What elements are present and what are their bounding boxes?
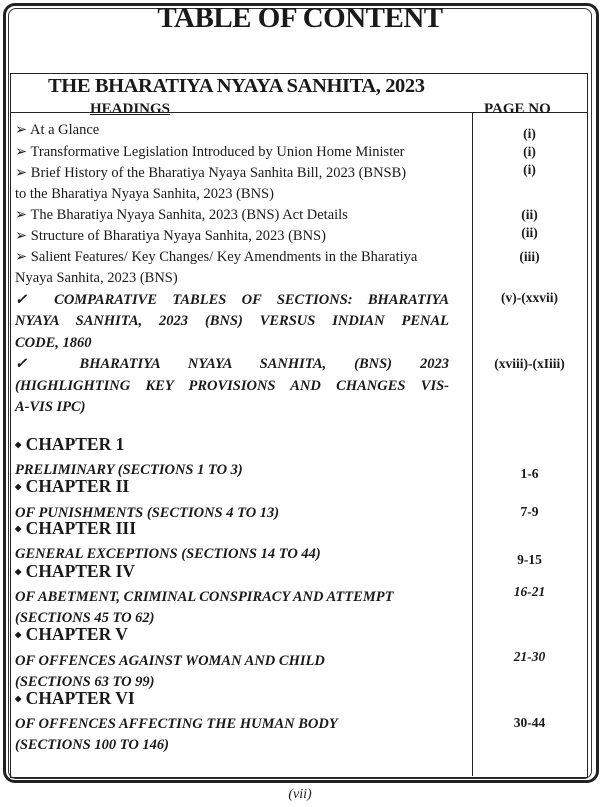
page-number: 1-6 [520, 466, 539, 481]
page-number: 7-9 [520, 504, 539, 519]
chapter-heading: ⬩ CHAPTER IV [15, 561, 136, 581]
toc-entry-line: (SECTIONS 63 TO 99) [15, 674, 155, 690]
toc-entry-line: (HIGHLIGHTING KEY PROVISIONS AND CHANGES VIS- [15, 378, 449, 394]
toc-entry-line: ✓ COMPARATIVE TABLES OF SECTIONS: BHARATIYA [15, 292, 449, 308]
page-number: 16-21 [513, 584, 546, 599]
chapter-heading: ⬩ CHAPTER III [15, 518, 137, 538]
page-footer-number: (vii) [288, 787, 312, 802]
toc-entry-line: CODE, 1860 [15, 335, 92, 351]
chapter-heading: ⬩ CHAPTER VI [15, 688, 135, 708]
chapter-heading: ⬩ CHAPTER V [15, 624, 128, 644]
toc-entry-line: ➢ Structure of Bharatiya Nyaya Sanhita, 2023 (BNS) [15, 228, 326, 244]
page-number: (xviii)-(xIiii) [494, 356, 565, 371]
page-number: (i) [523, 144, 536, 159]
toc-entry-line: GENERAL EXCEPTIONS (SECTIONS 14 TO 44) [15, 546, 321, 562]
page-number: 21-30 [513, 649, 546, 664]
page-no-column-header: PAGE NO [484, 101, 551, 117]
toc-entry-line: PRELIMINARY (SECTIONS 1 TO 3) [15, 462, 243, 478]
toc-entry-line: OF OFFENCES AFFECTING THE HUMAN BODY [15, 716, 338, 732]
toc-entry-line: A-VIS IPC) [15, 399, 86, 415]
page-number: (v)-(xxvii) [501, 290, 558, 305]
toc-entry-line: to the Bharatiya Nyaya Sanhita, 2023 (BNS) [15, 186, 274, 202]
toc-entry-line: ➢ At a Glance [15, 122, 100, 138]
page-number: (ii) [521, 207, 538, 222]
page-number: (iii) [519, 249, 540, 264]
toc-entry-line: ✓ BHARATIYA NYAYA SANHITA, (BNS) 2023 [15, 356, 449, 372]
toc-entry-line: OF OFFENCES AGAINST WOMAN AND CHILD [15, 653, 325, 669]
page-number: (i) [523, 162, 536, 177]
headings-column-header: HEADINGS [90, 101, 171, 117]
page-number: 30-44 [513, 715, 546, 730]
toc-entry-line: ➢ Brief History of the Bharatiya Nyaya Sanhita Bill, 2023 (BNSB) [15, 165, 407, 181]
toc-entry-line: OF ABETMENT, CRIMINAL CONSPIRACY AND ATTEMPT [15, 589, 394, 605]
toc-entry-line: ➢ The Bharatiya Nyaya Sanhita, 2023 (BNS) Act Details [15, 207, 348, 223]
toc-entry-line: ➢ Salient Features/ Key Changes/ Key Amendments in the Bharatiya [15, 249, 418, 265]
chapter-heading: ⬩ CHAPTER 1 [15, 434, 125, 454]
page-title: TABLE OF CONTENT [157, 2, 443, 34]
toc-entry-line: ➢ Transformative Legislation Introduced by Union Home Minister [15, 144, 405, 160]
page-number: 9-15 [517, 552, 542, 567]
toc-entry-line: (SECTIONS 45 TO 62) [15, 610, 155, 626]
toc-entry-line: NYAYA SANHITA, 2023 (BNS) VERSUS INDIAN PENAL [15, 313, 449, 329]
toc-entry-line: (SECTIONS 100 TO 146) [15, 737, 170, 753]
document-subtitle: THE BHARATIYA NYAYA SANHITA, 2023 [48, 75, 425, 97]
chapter-heading: ⬩ CHAPTER II [15, 476, 130, 496]
page-number: (ii) [521, 225, 538, 240]
toc-entry-line: Nyaya Sanhita, 2023 (BNS) [15, 270, 178, 286]
toc-entry-line: OF PUNISHMENTS (SECTIONS 4 TO 13) [15, 505, 280, 521]
page-number: (i) [523, 126, 536, 141]
